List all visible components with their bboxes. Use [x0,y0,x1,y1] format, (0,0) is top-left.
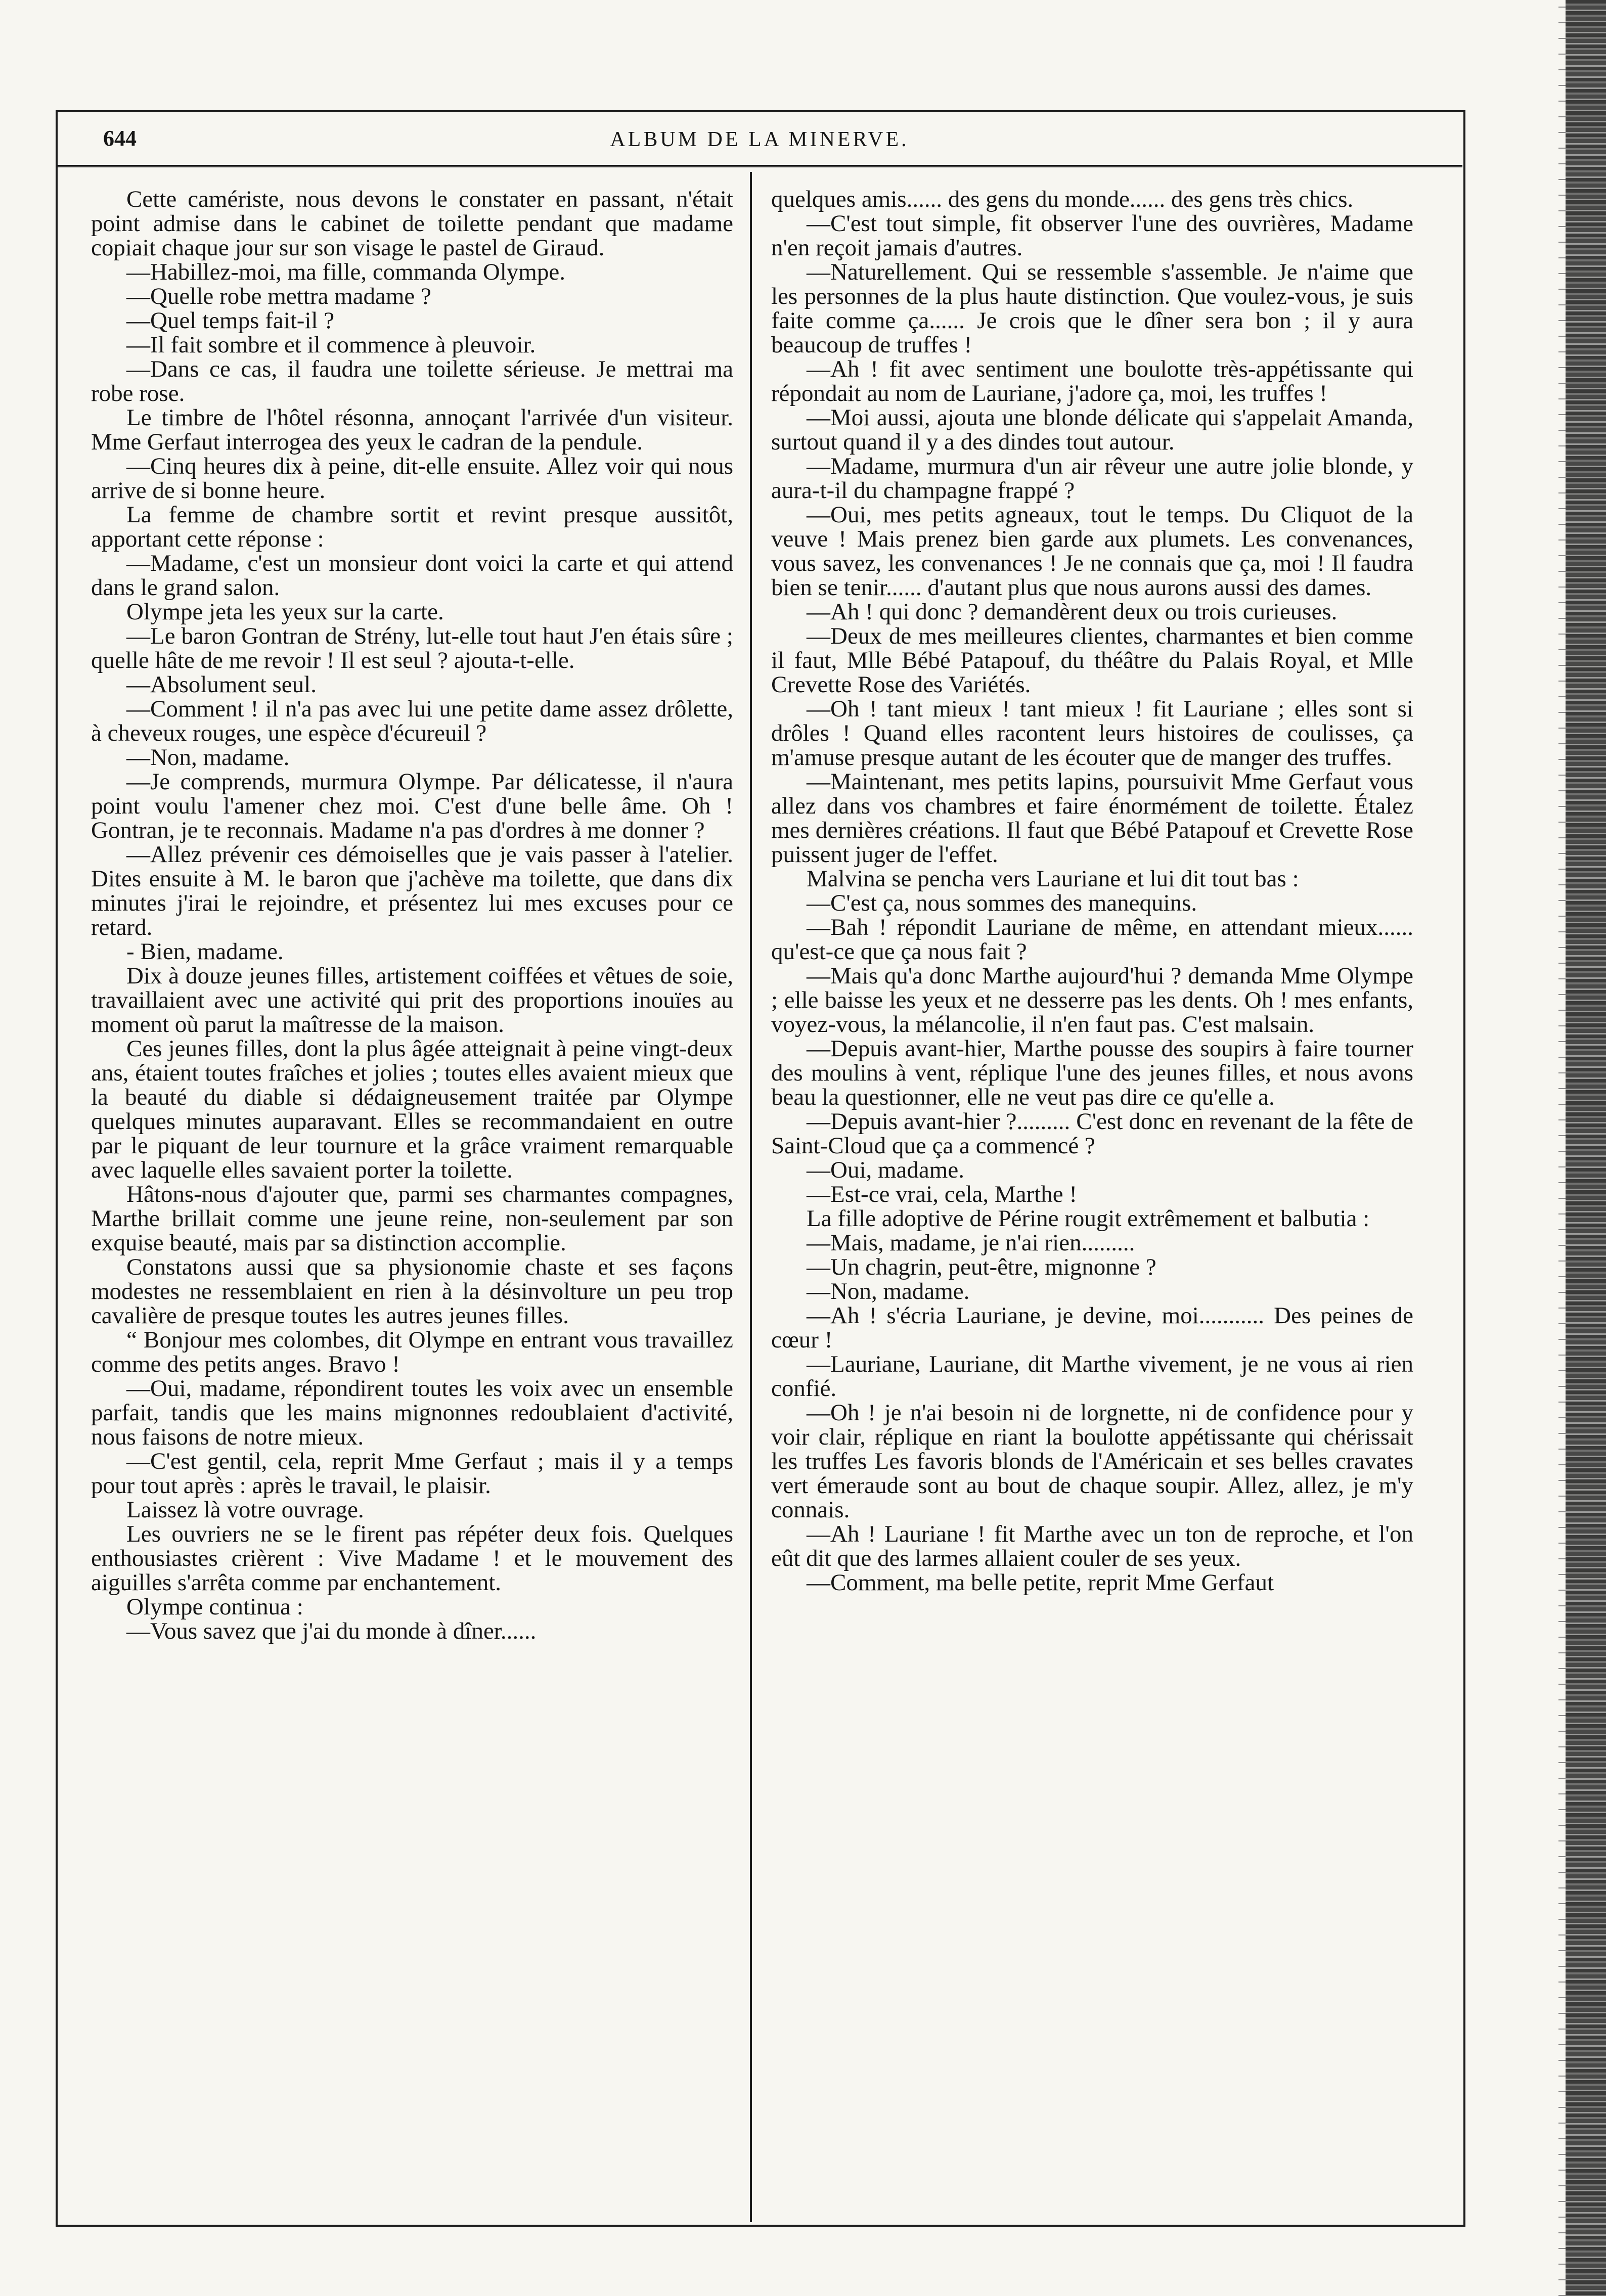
paragraph: - Bien, madame. [126,938,284,965]
paragraph: Hâtons-nous d'ajouter que, parmi ses charmantes compagnes, Marthe brillait comme une jeune reine, non-seulement par son exquise beauté, mais par sa distinction accomplie. [91,1181,733,1256]
paragraph: —Madame, c'est un monsieur dont voici la carte et qui attend dans le grand salon. [91,550,733,601]
paragraph: —Oui, mes petits agneaux, tout le temps. Du Cliquot de la veuve ! Mais prenez bien garde aux plumets. Les convenances, vous savez, les convenances ! Je ne connais que ça, moi ! Il faudra bien se tenir...... d'autant plus que nous aurons aussi des dames. [771,502,1413,601]
paragraph: Cette camériste, nous devons le constater en passant, n'était point admise dans le cabinet de toilette pendant que madame copiait chaque jour sur son visage le pastel de Giraud. [91,187,733,261]
paragraph: —Dans ce cas, il faudra une toilette sérieuse. Je mettrai ma robe rose. [91,356,733,407]
paragraph: —C'est gentil, cela, reprit Mme Gerfaut ; mais il y a temps pour tout après : après le travail, le plaisir. [91,1448,733,1499]
paragraph: —Quel temps fait-il ? [126,307,335,334]
paragraph: —Naturellement. Qui se ressemble s'assemble. Je n'aime que les personnes de la plus haute distinction. Que voulez-vous, je suis faite comme ça...... Je crois que le dîner sera bon ; il y aura beaucoup de truffes ! [771,259,1413,358]
paragraph: —Bah ! répondit Lauriane de même, en attendant mieux...... qu'est-ce que ça nous fait ? [771,914,1413,965]
paragraph: —Je comprends, murmura Olympe. Par délicatesse, il n'aura point voulu l'amener chez moi. C'est d'une belle âme. Oh ! Gontran, je te reconnais. Madame n'a pas d'ordres à me donner ? [91,769,733,843]
paragraph: —Cinq heures dix à peine, dit-elle ensuite. Allez voir qui nous arrive de si bonne heure. [91,453,733,504]
paragraph: —Il fait sombre et il commence à pleuvoir. [126,332,536,358]
paragraph: La femme de chambre sortit et revint presque aussitôt, apportant cette réponse : [91,502,733,552]
paragraph: —Ah ! qui donc ? demandèrent deux ou trois curieuses. [807,599,1337,625]
paragraph: —Est-ce vrai, cela, Marthe ! [807,1181,1078,1207]
paragraph: —Deux de mes meilleures clientes, charmantes et bien comme il faut, Mlle Bébé Patapouf, du théâtre du Palais Royal, et Mlle Crevette Rose des Variétés. [771,623,1413,698]
paragraph: —Un chagrin, peut-être, mignonne ? [807,1254,1156,1280]
paragraph: —Oui, madame, répondirent toutes les voix avec un ensemble parfait, tandis que les mains mignonnes redoublaient d'activité, nous faisons de notre mieux. [91,1375,733,1450]
left-text-column [91,187,733,2204]
paragraph: Laissez là votre ouvrage. [126,1497,364,1523]
paragraph: —Le baron Gontran de Strény, lut-elle tout haut J'en étais sûre ; quelle hâte de me revoir ! Il est seul ? ajouta-t-elle. [91,623,733,673]
paragraph: —Allez prévenir ces démoiselles que je vais passer à l'atelier. Dites ensuite à M. le baron que j'achève ma toilette, que dans dix minutes j'irai le rejoindre, et présentez lui mes excuses pour ce retard. [91,841,733,940]
paragraph: Ces jeunes filles, dont la plus âgée atteignait à peine vingt-deux ans, étaient toutes fraîches et jolies ; toutes elles avaient mieux que la beauté du diable si dédaigneusement traitée par Olympe quelques minutes auparavant. Elles se recommandaient en outre par le piquant de leur tournure et la grâce vraiment remarquable avec laquelle elles savaient porter la toilette. [91,1036,733,1183]
paragraph: —Absolument seul. [126,671,317,698]
paragraph: —Ah ! fit avec sentiment une boulotte très-appétissante qui répondait au nom de Lauriane, j'adore ça, moi, les truffes ! [771,356,1413,407]
paragraph: —Comment, ma belle petite, reprit Mme Gerfaut [807,1569,1274,1596]
paragraph: —Habillez-moi, ma fille, commanda Olympe. [126,259,565,285]
paragraph: —Comment ! il n'a pas avec lui une petite dame assez drôlette, à cheveux rouges, une espèce d'écureuil ? [91,696,733,746]
paragraph: Les ouvriers ne se le firent pas répéter deux fois. Quelques enthousiastes crièrent : Vive Madame ! et le mouvement des aiguilles s'arrêta comme par enchantement. [91,1521,733,1596]
paragraph: —Quelle robe mettra madame ? [126,283,431,309]
paragraph: —Ah ! Lauriane ! fit Marthe avec un ton de reproche, et l'on eût dit que des larmes allaient couler de ses yeux. [771,1521,1413,1571]
paragraph: Olympe jeta les yeux sur la carte. [126,599,444,625]
paragraph: —Maintenant, mes petits lapins, poursuivit Mme Gerfaut vous allez dans vos chambres et faire énormément de toilette. Étalez mes dernières créations. Il faut que Bébé Patapouf et Crevette Rose puissent juger de l'effet. [771,769,1413,868]
paragraph: —Oui, madame. [807,1157,964,1183]
paragraph: quelques amis...... des gens du monde...... des gens très chics. [771,187,1354,212]
scanned-page-edge [1566,0,1606,2296]
paragraph: —Moi aussi, ajouta une blonde délicate qui s'appelait Amanda, surtout quand il y a des dindes tout autour. [771,404,1413,455]
running-title: ALBUM DE LA MINERVE. [610,128,909,151]
paragraph: Constatons aussi que sa physionomie chaste et ses façons modestes ne ressemblaient en rien à la désinvolture un peu trop cavalière de presque toutes les autres jeunes filles. [91,1254,733,1329]
page-header [57,112,1462,167]
paragraph: —Non, madame. [126,744,290,771]
paragraph: —Ah ! s'écria Lauriane, je devine, moi........... Des peines de cœur ! [771,1302,1413,1353]
paragraph: —Oh ! tant mieux ! tant mieux ! fit Lauriane ; elles sont si drôles ! Quand elles racontent leurs histoires de coulisses, ça m'amuse presque autant de les écouter que de manger des truffes. [771,696,1413,771]
paragraph: Olympe continua : [126,1594,303,1620]
column-divider [750,172,752,2222]
paragraph: —Mais, madame, je n'ai rien......... [807,1230,1135,1256]
paragraph: —Mais qu'a donc Marthe aujourd'hui ? demanda Mme Olympe ; elle baisse les yeux et ne desserre pas les dents. Oh ! mes enfants, voyez-vous, la mélancolie, il n'en faut pas. C'est malsain. [771,963,1413,1038]
paragraph: —Madame, murmura d'un air rêveur une autre jolie blonde, y aura-t-il du champagne frappé ? [771,453,1413,504]
paragraph: La fille adoptive de Périne rougit extrêmement et balbutia : [807,1205,1370,1232]
paragraph: —Non, madame. [807,1278,970,1304]
paragraph: —Lauriane, Lauriane, dit Marthe vivement, je ne vous ai rien confié. [771,1351,1413,1402]
paragraph: Le timbre de l'hôtel résonna, annoçant l'arrivée d'un visiteur. Mme Gerfaut interrogea des yeux le cadran de la pendule. [91,404,733,455]
paragraph: —Depuis avant-hier ?......... C'est donc en revenant de la fête de Saint-Cloud que ça a commencé ? [771,1108,1413,1159]
paragraph: —C'est ça, nous sommes des manequins. [807,890,1197,916]
paragraph: —Oh ! je n'ai besoin ni de lorgnette, ni de confidence pour y voir clair, réplique en riant la boulotte appétissante qui chérissait les truffes Les favoris blonds de l'Américain et ses belles cravates vert émeraude sont au bout de chaque soupir. Allez, allez, je m'y connais. [771,1400,1413,1523]
paragraph: —Depuis avant-hier, Marthe pousse des soupirs à faire tourner des moulins à vent, réplique l'une des jeunes filles, et nous avons beau la questionner, elle ne veut pas dire ce qu'elle a. [771,1036,1413,1110]
paragraph: Dix à douze jeunes filles, artistement coiffées et vêtues de soie, travaillaient avec une activité qui prit des proportions inouïes au moment où parut la maîtresse de la maison. [91,963,733,1038]
paragraph: “ Bonjour mes colombes, dit Olympe en entrant vous travaillez comme des petits anges. Bravo ! [91,1327,733,1377]
right-text-column [771,187,1413,2204]
page-number: 644 [103,126,137,151]
paragraph: —C'est tout simple, fit observer l'une des ouvrières, Madame n'en reçoit jamais d'autres. [771,210,1413,261]
paragraph: —Vous savez que j'ai du monde à dîner...... [126,1618,537,1644]
paragraph: Malvina se pencha vers Lauriane et lui dit tout bas : [807,866,1299,892]
